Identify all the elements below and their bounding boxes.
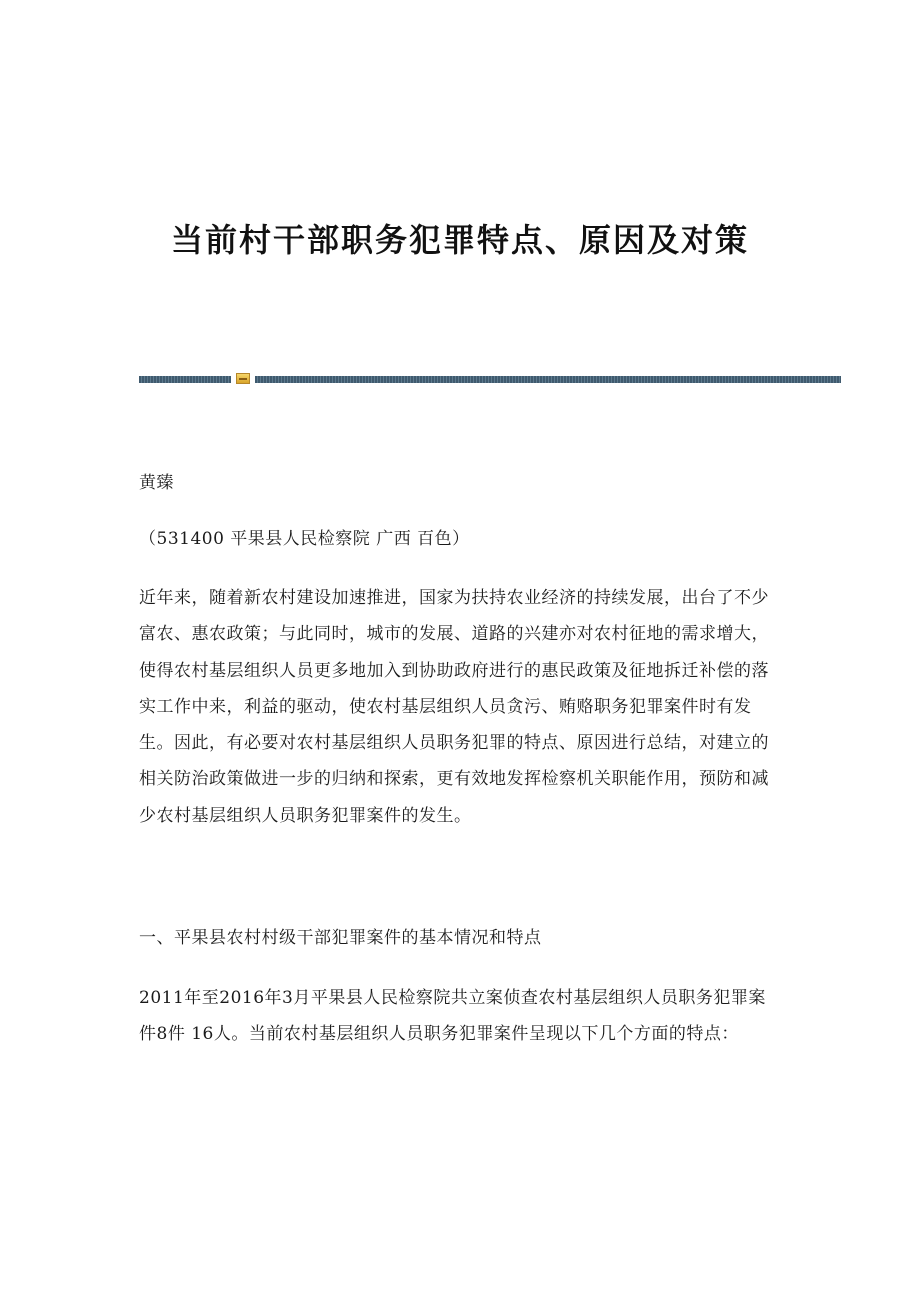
document-title: 当前村干部职务犯罪特点、原因及对策 bbox=[170, 221, 749, 259]
divider-bar-right bbox=[255, 376, 841, 383]
title-divider bbox=[139, 375, 841, 383]
section-heading: 一、平果县农村村级干部犯罪案件的基本情况和特点 bbox=[139, 928, 542, 948]
intro-paragraph: 近年来，随着新农村建设加速推进，国家为扶持农业经济的持续发展，出台了不少富农、惠农政策；与此同时，城市的发展、道路的兴建亦对农村征地的需求增大，使得农村基层组织人员更多地加入到协助政府进行的惠民政策及征地拆迁补偿的落实工作中来，利益的驱动，使农村基层组织人员贪污、贿赂职务犯罪案件时有发生。因此，有必要对农村基层组织人员职务犯罪的特点、原因进行总结，对建立的相关防治政策做进一步的归纳和探索，更有效地发挥检察机关职能作用，预防和减少农村基层组织人员职务犯罪案件的发生。 bbox=[139, 588, 769, 826]
author-name: 黄臻 bbox=[139, 473, 174, 493]
body-paragraph: 2011年至2016年3月平果县人民检察院共立案侦查农村基层组织人员职务犯罪案件8件 16人。当前农村基层组织人员职务犯罪案件呈现以下几个方面的特点： bbox=[139, 988, 766, 1045]
divider-ornament-icon bbox=[236, 373, 250, 384]
author-affiliation: （531400 平果县人民检察院 广西 百色） bbox=[139, 529, 470, 549]
divider-bar-left bbox=[139, 376, 231, 383]
